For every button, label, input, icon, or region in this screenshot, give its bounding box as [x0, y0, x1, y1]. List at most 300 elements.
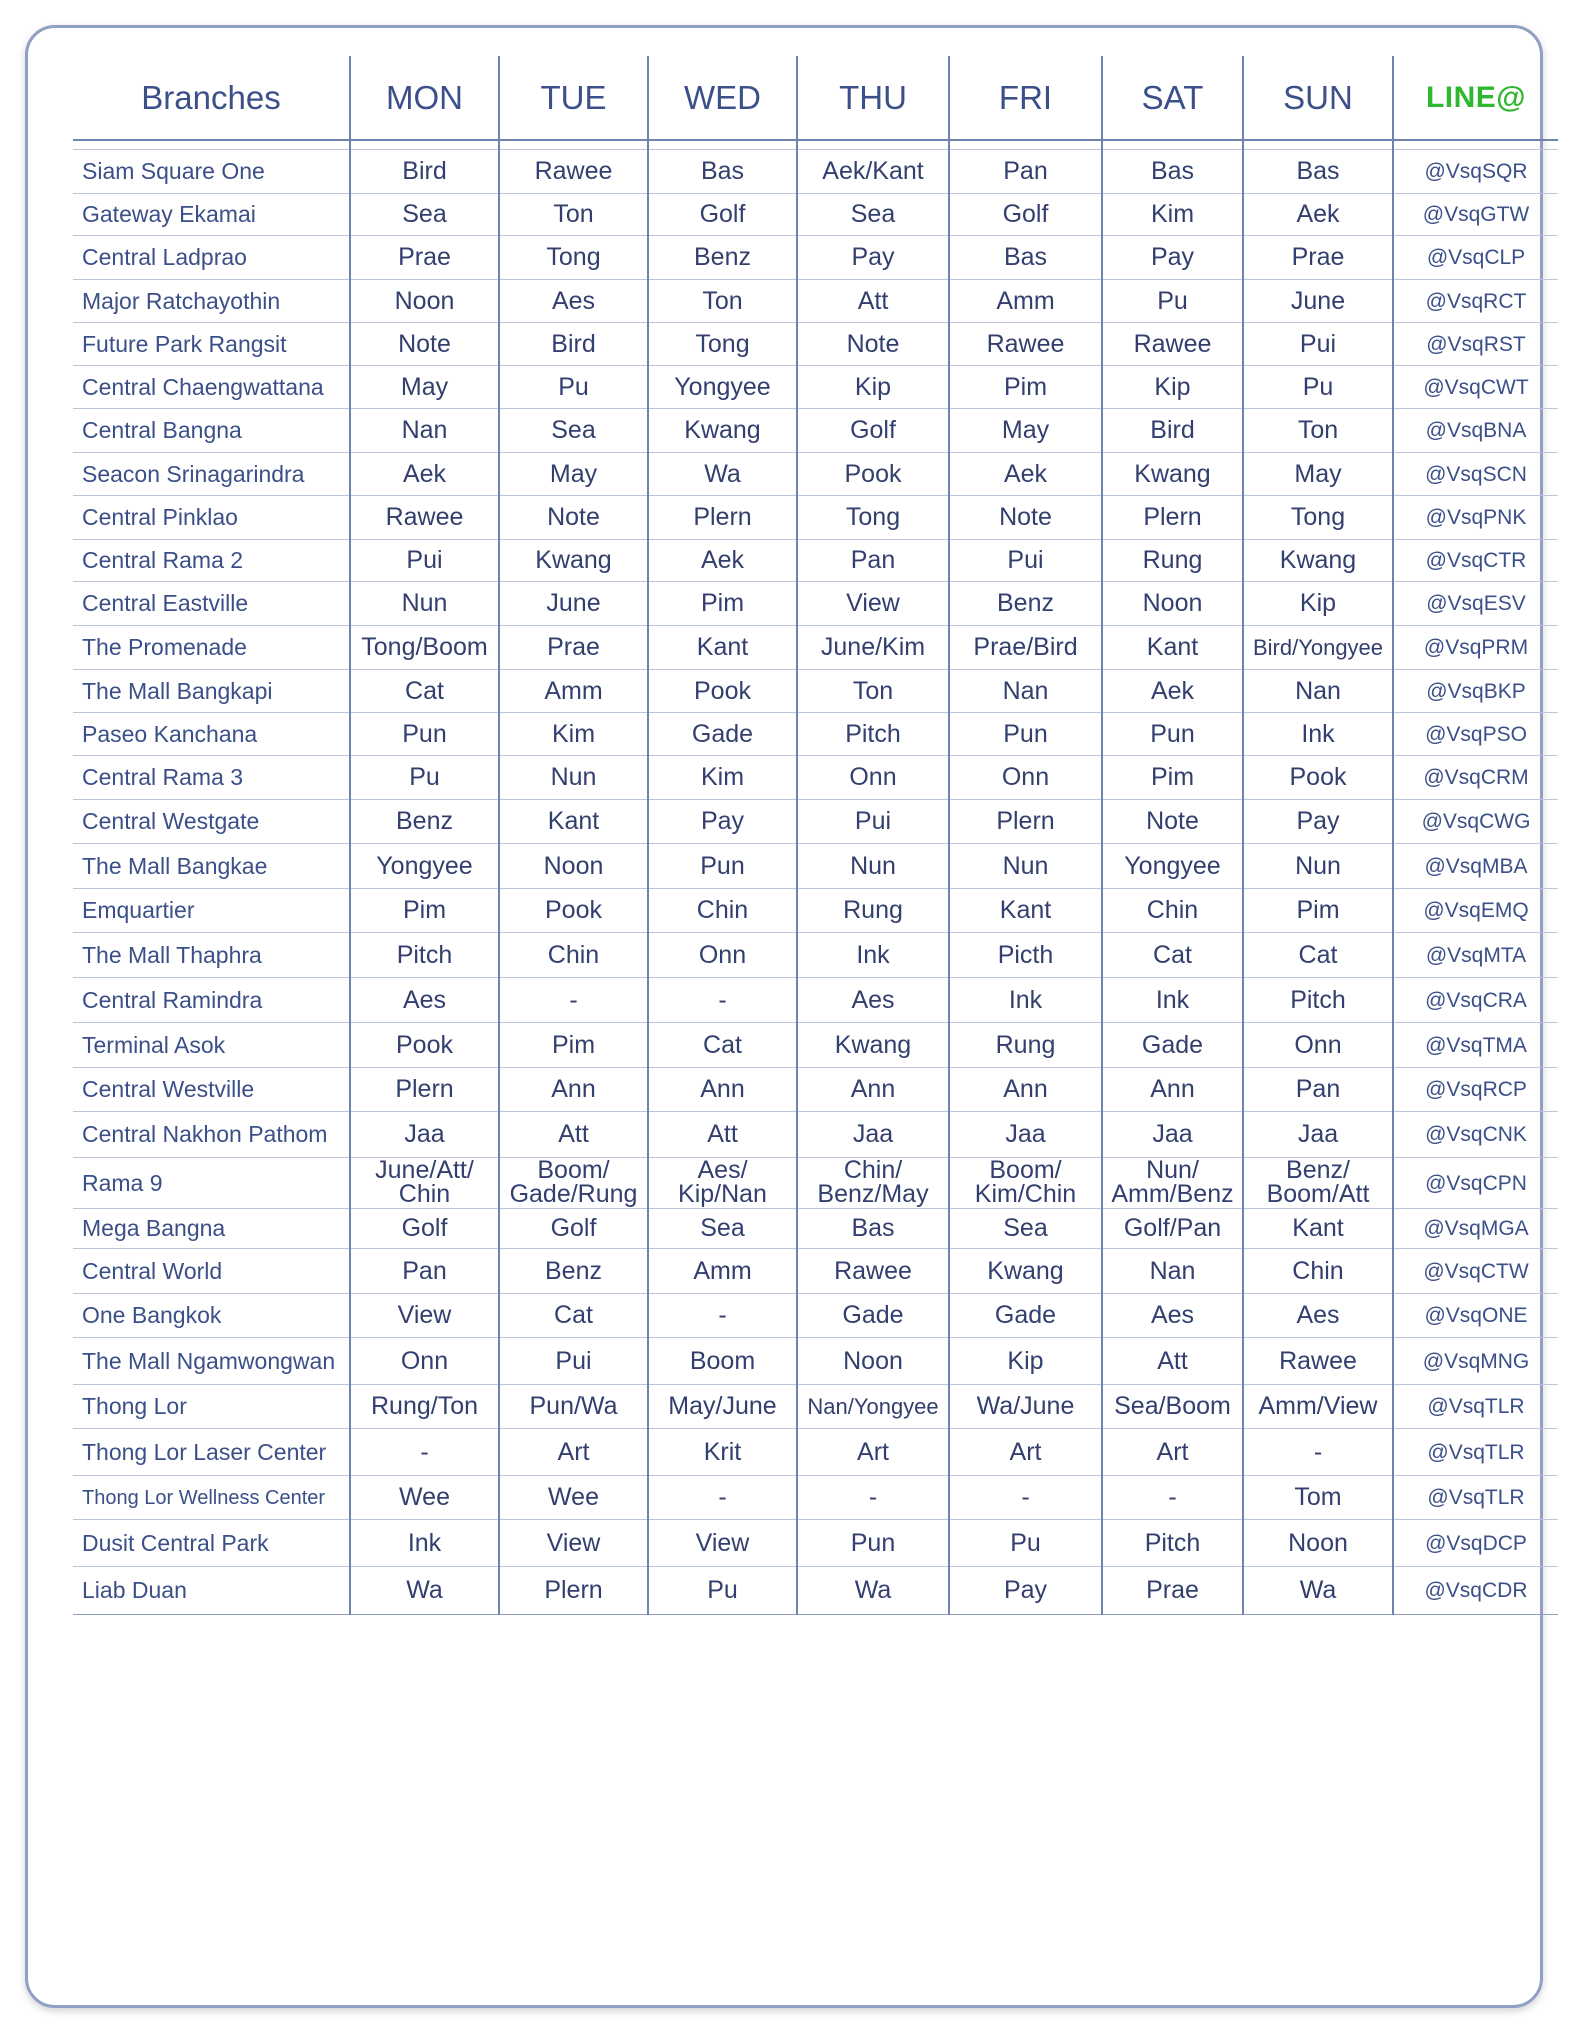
line-id: @VsqCNK	[1393, 1112, 1558, 1158]
table-row	[73, 150, 1558, 194]
staff-cell: Pun	[648, 844, 797, 889]
staff-cell: Sea	[499, 409, 648, 453]
table-row	[73, 800, 1558, 844]
spacer-cell	[350, 140, 499, 150]
staff-cell: Kant	[949, 889, 1102, 933]
staff-cell: Nan	[1102, 1249, 1243, 1294]
table-row	[73, 978, 1558, 1023]
staff-cell: Pu	[499, 366, 648, 409]
staff-cell: Nan	[949, 670, 1102, 713]
staff-cell: Rawee	[797, 1249, 949, 1294]
staff-cell: Ann	[949, 1068, 1102, 1112]
staff-cell: Golf	[797, 409, 949, 453]
staff-cell: Benz	[350, 800, 499, 844]
staff-cell: Att	[1102, 1338, 1243, 1385]
staff-cell: Sea/Boom	[1102, 1385, 1243, 1429]
staff-cell: Cat	[499, 1294, 648, 1338]
staff-cell: Ink	[1102, 978, 1243, 1023]
staff-cell: Kwang	[648, 409, 797, 453]
staff-cell: Art	[1102, 1429, 1243, 1476]
staff-cell: Prae	[1102, 1567, 1243, 1615]
table-row	[73, 236, 1558, 280]
staff-cell: Pim	[949, 366, 1102, 409]
spacer-cell	[1243, 140, 1393, 150]
staff-cell: Bird	[499, 323, 648, 366]
header-mon: MON	[350, 56, 499, 140]
staff-cell: Jaa	[350, 1112, 499, 1158]
staff-cell: Att	[797, 280, 949, 323]
staff-cell: Cat	[350, 670, 499, 713]
staff-cell: Amm/View	[1243, 1385, 1393, 1429]
line-id: @VsqCPN	[1393, 1158, 1558, 1209]
staff-cell: Nun	[499, 756, 648, 800]
branch-name: Central Rama 3	[73, 756, 350, 800]
staff-cell: Pui	[350, 540, 499, 582]
staff-cell: Ink	[797, 933, 949, 978]
staff-cell: Picth	[949, 933, 1102, 978]
staff-cell: -	[1102, 1476, 1243, 1520]
branch-name: Rama 9	[73, 1158, 350, 1209]
staff-cell: Pun	[350, 713, 499, 756]
staff-cell: Ton	[499, 194, 648, 236]
staff-cell: Nun	[1243, 844, 1393, 889]
table-row	[73, 453, 1558, 496]
branch-name: Central Ladprao	[73, 236, 350, 280]
staff-cell: Kwang	[1102, 453, 1243, 496]
staff-cell: Wa	[350, 1567, 499, 1615]
line-id: @VsqTLR	[1393, 1385, 1558, 1429]
staff-cell: Boom/ Kim/Chin	[949, 1158, 1102, 1209]
staff-cell: Pim	[648, 582, 797, 626]
staff-cell: Chin	[1102, 889, 1243, 933]
staff-cell: -	[499, 978, 648, 1023]
staff-cell: View	[648, 1520, 797, 1567]
schedule-card	[25, 25, 1543, 2008]
line-id: @VsqCWT	[1393, 366, 1558, 409]
table-row	[73, 1249, 1558, 1294]
staff-cell: Att	[499, 1112, 648, 1158]
staff-cell: View	[499, 1520, 648, 1567]
table-row	[73, 1567, 1558, 1615]
staff-cell: Jaa	[1243, 1112, 1393, 1158]
table-row	[73, 582, 1558, 626]
branch-name: Paseo Kanchana	[73, 713, 350, 756]
line-id: @VsqRCT	[1393, 280, 1558, 323]
staff-cell: Pui	[1243, 323, 1393, 366]
staff-cell: Pui	[797, 800, 949, 844]
staff-cell: Rung	[1102, 540, 1243, 582]
staff-cell: June/Kim	[797, 626, 949, 670]
staff-cell: Tong	[1243, 496, 1393, 540]
staff-cell: Sea	[797, 194, 949, 236]
staff-cell: Rawee	[350, 496, 499, 540]
branch-name: Liab Duan	[73, 1567, 350, 1615]
staff-cell: Kip	[797, 366, 949, 409]
header-sun: SUN	[1243, 56, 1393, 140]
branch-name: The Mall Thaphra	[73, 933, 350, 978]
staff-cell: Pay	[1243, 800, 1393, 844]
staff-cell: Pook	[499, 889, 648, 933]
staff-cell: Rawee	[949, 323, 1102, 366]
staff-cell: -	[350, 1429, 499, 1476]
schedule-body	[73, 140, 1558, 1615]
staff-cell: Aes	[797, 978, 949, 1023]
staff-cell: Plern	[499, 1567, 648, 1615]
branch-name: Thong Lor Laser Center	[73, 1429, 350, 1476]
staff-cell: Bas	[648, 150, 797, 194]
staff-cell: Bas	[1243, 150, 1393, 194]
staff-cell: Chin	[1243, 1249, 1393, 1294]
staff-cell: Noon	[1102, 582, 1243, 626]
staff-cell: Ton	[1243, 409, 1393, 453]
staff-cell: Gade	[648, 713, 797, 756]
table-row	[73, 1112, 1558, 1158]
staff-cell: Art	[949, 1429, 1102, 1476]
staff-cell: Note	[499, 496, 648, 540]
staff-cell: Onn	[949, 756, 1102, 800]
spacer-row	[73, 140, 1558, 150]
table-row	[73, 889, 1558, 933]
staff-cell: Nan	[350, 409, 499, 453]
staff-cell: Aes	[1102, 1294, 1243, 1338]
staff-cell: Pu	[648, 1567, 797, 1615]
staff-cell: Jaa	[1102, 1112, 1243, 1158]
branch-name: Dusit Central Park	[73, 1520, 350, 1567]
table-row	[73, 1068, 1558, 1112]
staff-cell: Pu	[1243, 366, 1393, 409]
line-id: @VsqTLR	[1393, 1429, 1558, 1476]
table-row	[73, 194, 1558, 236]
staff-cell: Pook	[648, 670, 797, 713]
staff-cell: Pitch	[1243, 978, 1393, 1023]
staff-cell: Note	[949, 496, 1102, 540]
line-id: @VsqTLR	[1393, 1476, 1558, 1520]
spacer-cell	[73, 140, 350, 150]
staff-cell: Golf	[648, 194, 797, 236]
line-id: @VsqPNK	[1393, 496, 1558, 540]
table-row	[73, 496, 1558, 540]
staff-cell: Bas	[797, 1209, 949, 1249]
branch-name: Central Bangna	[73, 409, 350, 453]
staff-cell: Pitch	[1102, 1520, 1243, 1567]
header-wed: WED	[648, 56, 797, 140]
staff-cell: Aek	[350, 453, 499, 496]
staff-cell: Bird/Yongyee	[1243, 626, 1393, 670]
staff-cell: Golf	[949, 194, 1102, 236]
staff-cell: Ton	[648, 280, 797, 323]
staff-cell: June	[1243, 280, 1393, 323]
staff-cell: Kwang	[797, 1023, 949, 1068]
branch-name: Thong Lor Wellness Center	[73, 1476, 350, 1520]
branch-name: Central Ramindra	[73, 978, 350, 1023]
staff-cell: Plern	[1102, 496, 1243, 540]
staff-cell: Yongyee	[350, 844, 499, 889]
staff-cell: Bird	[350, 150, 499, 194]
staff-cell: May	[499, 453, 648, 496]
staff-cell: Benz	[499, 1249, 648, 1294]
staff-cell: Yongyee	[1102, 844, 1243, 889]
staff-cell: Nun	[797, 844, 949, 889]
table-row	[73, 1158, 1558, 1209]
branch-name: Central World	[73, 1249, 350, 1294]
staff-cell: Rung	[797, 889, 949, 933]
staff-cell: Sea	[949, 1209, 1102, 1249]
line-id: @VsqCRM	[1393, 756, 1558, 800]
staff-cell: Pim	[499, 1023, 648, 1068]
staff-cell: Onn	[1243, 1023, 1393, 1068]
staff-cell: Pan	[797, 540, 949, 582]
staff-cell: Benz/ Boom/Att	[1243, 1158, 1393, 1209]
staff-cell: Pim	[1243, 889, 1393, 933]
staff-cell: -	[797, 1476, 949, 1520]
table-row	[73, 409, 1558, 453]
staff-cell: Ink	[1243, 713, 1393, 756]
staff-cell: Chin/ Benz/May	[797, 1158, 949, 1209]
staff-cell: View	[350, 1294, 499, 1338]
staff-cell: Pan	[350, 1249, 499, 1294]
staff-cell: May/June	[648, 1385, 797, 1429]
line-id: @VsqCTR	[1393, 540, 1558, 582]
staff-cell: Chin	[499, 933, 648, 978]
branch-name: The Mall Bangkapi	[73, 670, 350, 713]
branch-name: The Promenade	[73, 626, 350, 670]
staff-cell: Bas	[949, 236, 1102, 280]
staff-cell: Plern	[648, 496, 797, 540]
staff-cell: Golf	[350, 1209, 499, 1249]
staff-cell: Ink	[350, 1520, 499, 1567]
line-id: @VsqMTA	[1393, 933, 1558, 978]
staff-cell: Pu	[350, 756, 499, 800]
staff-cell: View	[797, 582, 949, 626]
branch-name: Central Pinklao	[73, 496, 350, 540]
staff-cell: Kim	[648, 756, 797, 800]
staff-cell: Ann	[499, 1068, 648, 1112]
line-id: @VsqRCP	[1393, 1068, 1558, 1112]
branch-name: Central Westgate	[73, 800, 350, 844]
staff-cell: Att	[648, 1112, 797, 1158]
staff-cell: Pu	[949, 1520, 1102, 1567]
branch-name: Emquartier	[73, 889, 350, 933]
table-row	[73, 323, 1558, 366]
branch-name: Mega Bangna	[73, 1209, 350, 1249]
staff-cell: Pay	[1102, 236, 1243, 280]
branch-name: Gateway Ekamai	[73, 194, 350, 236]
staff-cell: -	[949, 1476, 1102, 1520]
staff-cell: Noon	[1243, 1520, 1393, 1567]
staff-cell: Aek	[1102, 670, 1243, 713]
staff-cell: Nun	[350, 582, 499, 626]
staff-cell: Kant	[1243, 1209, 1393, 1249]
staff-cell: Prae	[350, 236, 499, 280]
table-row	[73, 756, 1558, 800]
line-id: @VsqCDR	[1393, 1567, 1558, 1615]
staff-cell: Noon	[350, 280, 499, 323]
staff-cell: Aek/Kant	[797, 150, 949, 194]
table-row	[73, 670, 1558, 713]
staff-cell: Rung/Ton	[350, 1385, 499, 1429]
table-row	[73, 844, 1558, 889]
staff-cell: Pu	[1102, 280, 1243, 323]
staff-cell: Rawee	[1243, 1338, 1393, 1385]
staff-cell: -	[1243, 1429, 1393, 1476]
spacer-cell	[648, 140, 797, 150]
staff-cell: Note	[797, 323, 949, 366]
staff-cell: Kip	[949, 1338, 1102, 1385]
staff-cell: Nan/Yongyee	[797, 1385, 949, 1429]
staff-cell: Sea	[648, 1209, 797, 1249]
staff-cell: Gade	[1102, 1023, 1243, 1068]
staff-cell: Pim	[350, 889, 499, 933]
line-id: @VsqMBA	[1393, 844, 1558, 889]
line-id: @VsqSQR	[1393, 150, 1558, 194]
line-id: @VsqBKP	[1393, 670, 1558, 713]
staff-cell: Pay	[648, 800, 797, 844]
staff-cell: Onn	[797, 756, 949, 800]
staff-cell: Ann	[797, 1068, 949, 1112]
schedule-table	[73, 56, 1558, 1615]
staff-cell: Kant	[499, 800, 648, 844]
branch-name: Siam Square One	[73, 150, 350, 194]
staff-cell: Pim	[1102, 756, 1243, 800]
branch-name: Central Eastville	[73, 582, 350, 626]
spacer-cell	[797, 140, 949, 150]
spacer-cell	[499, 140, 648, 150]
staff-cell: Pay	[949, 1567, 1102, 1615]
staff-cell: Pui	[499, 1338, 648, 1385]
line-id: @VsqMGA	[1393, 1209, 1558, 1249]
staff-cell: Amm	[949, 280, 1102, 323]
staff-cell: Noon	[499, 844, 648, 889]
staff-cell: Ton	[797, 670, 949, 713]
table-row	[73, 1294, 1558, 1338]
spacer-cell	[1393, 140, 1558, 150]
line-id: @VsqCRA	[1393, 978, 1558, 1023]
table-row	[73, 366, 1558, 409]
header-thu: THU	[797, 56, 949, 140]
branch-name: Future Park Rangsit	[73, 323, 350, 366]
staff-cell: Rawee	[1102, 323, 1243, 366]
staff-cell: Boom	[648, 1338, 797, 1385]
staff-cell: Cat	[1243, 933, 1393, 978]
line-id: @VsqPSO	[1393, 713, 1558, 756]
staff-cell: Pan	[949, 150, 1102, 194]
staff-cell: May	[1243, 453, 1393, 496]
staff-cell: Golf/Pan	[1102, 1209, 1243, 1249]
line-id: @VsqTMA	[1393, 1023, 1558, 1068]
table-row	[73, 626, 1558, 670]
staff-cell: Aes/ Kip/Nan	[648, 1158, 797, 1209]
line-id: @VsqCLP	[1393, 236, 1558, 280]
staff-cell: Aes	[1243, 1294, 1393, 1338]
staff-cell: Cat	[1102, 933, 1243, 978]
branch-name: Seacon Srinagarindra	[73, 453, 350, 496]
table-row	[73, 1520, 1558, 1567]
table-row	[73, 1476, 1558, 1520]
table-row	[73, 1429, 1558, 1476]
staff-cell: Kant	[1102, 626, 1243, 670]
staff-cell: Golf	[499, 1209, 648, 1249]
branch-name: Thong Lor	[73, 1385, 350, 1429]
branch-name: Central Westville	[73, 1068, 350, 1112]
staff-cell: Nun/ Amm/Benz	[1102, 1158, 1243, 1209]
line-id: @VsqEMQ	[1393, 889, 1558, 933]
staff-cell: Benz	[648, 236, 797, 280]
branch-name: Central Rama 2	[73, 540, 350, 582]
staff-cell: Pitch	[350, 933, 499, 978]
staff-cell: Prae	[1243, 236, 1393, 280]
staff-cell: Kwang	[1243, 540, 1393, 582]
staff-cell: Pay	[797, 236, 949, 280]
staff-cell: Rung	[949, 1023, 1102, 1068]
staff-cell: Aek	[648, 540, 797, 582]
line-id: @VsqBNA	[1393, 409, 1558, 453]
staff-cell: May	[350, 366, 499, 409]
table-row	[73, 933, 1558, 978]
staff-cell: Pitch	[797, 713, 949, 756]
staff-cell: Ann	[648, 1068, 797, 1112]
staff-cell: Pook	[1243, 756, 1393, 800]
staff-cell: Kwang	[949, 1249, 1102, 1294]
staff-cell: Aes	[350, 978, 499, 1023]
staff-cell: June/Att/ Chin	[350, 1158, 499, 1209]
staff-cell: Aek	[1243, 194, 1393, 236]
staff-cell: Tong	[499, 236, 648, 280]
staff-cell: Onn	[648, 933, 797, 978]
staff-cell: -	[648, 1476, 797, 1520]
table-row	[73, 713, 1558, 756]
staff-cell: Yongyee	[648, 366, 797, 409]
table-row	[73, 1385, 1558, 1429]
staff-cell: Sea	[350, 194, 499, 236]
branch-name: Major Ratchayothin	[73, 280, 350, 323]
line-id: @VsqSCN	[1393, 453, 1558, 496]
staff-cell: Note	[350, 323, 499, 366]
branch-name: One Bangkok	[73, 1294, 350, 1338]
staff-cell: Nan	[1243, 670, 1393, 713]
staff-cell: Jaa	[949, 1112, 1102, 1158]
staff-cell: Ink	[949, 978, 1102, 1023]
staff-cell: -	[648, 978, 797, 1023]
branch-name: The Mall Ngamwongwan	[73, 1338, 350, 1385]
staff-cell: -	[648, 1294, 797, 1338]
staff-cell: Aek	[949, 453, 1102, 496]
staff-cell: Pun/Wa	[499, 1385, 648, 1429]
spacer-cell	[1102, 140, 1243, 150]
branch-name: Central Chaengwattana	[73, 366, 350, 409]
staff-cell: Pan	[1243, 1068, 1393, 1112]
staff-cell: Cat	[648, 1023, 797, 1068]
staff-cell: Wee	[350, 1476, 499, 1520]
line-id: @VsqCWG	[1393, 800, 1558, 844]
staff-cell: Kip	[1243, 582, 1393, 626]
spacer-cell	[949, 140, 1102, 150]
line-id: @VsqGTW	[1393, 194, 1558, 236]
staff-cell: Pui	[949, 540, 1102, 582]
staff-cell: Kim	[499, 713, 648, 756]
staff-cell: Pun	[797, 1520, 949, 1567]
header-sat: SAT	[1102, 56, 1243, 140]
staff-cell: Plern	[949, 800, 1102, 844]
table-row	[73, 1023, 1558, 1068]
header-row	[73, 56, 1558, 140]
staff-cell: Amm	[648, 1249, 797, 1294]
staff-cell: Kip	[1102, 366, 1243, 409]
staff-cell: Rawee	[499, 150, 648, 194]
header-branches: Branches	[73, 56, 350, 140]
staff-cell: Wee	[499, 1476, 648, 1520]
staff-cell: Nun	[949, 844, 1102, 889]
staff-cell: Gade	[949, 1294, 1102, 1338]
